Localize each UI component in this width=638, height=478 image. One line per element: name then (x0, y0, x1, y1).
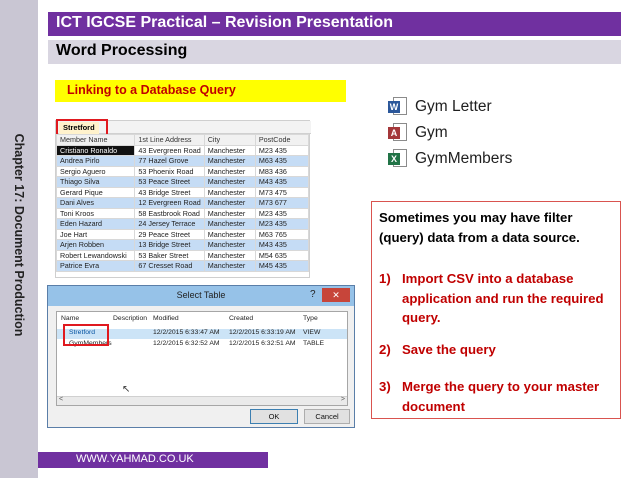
table-cell[interactable]: M73 677 (255, 198, 308, 209)
footer-bar (38, 452, 268, 468)
table-cell[interactable]: Manchester (204, 208, 255, 219)
table-row[interactable] (57, 187, 309, 198)
table-cell[interactable]: M43 435 (255, 240, 308, 251)
table-cell[interactable]: M23 435 (255, 145, 308, 156)
list-col-modified[interactable]: Modified (153, 315, 179, 322)
list-col-created[interactable]: Created (229, 315, 254, 322)
table-cell[interactable]: Thiago Silva (57, 177, 135, 188)
excel-csv-icon: X (388, 149, 408, 169)
table-cell[interactable]: Toni Kroos (57, 208, 135, 219)
table-cell[interactable]: Joe Hart (57, 229, 135, 240)
table-row[interactable] (57, 145, 309, 156)
table-cell[interactable]: M54 635 (255, 250, 308, 261)
list-col-description[interactable]: Description (113, 315, 147, 322)
section-heading: Linking to a Database Query (67, 83, 236, 97)
table-cell[interactable]: 24 Jersey Terrace (135, 219, 204, 230)
table-row[interactable] (57, 156, 309, 167)
table-cell[interactable]: 43 Evergreen Road (135, 145, 204, 156)
table-cell[interactable]: Manchester (204, 240, 255, 251)
file-label: GymMembers (415, 150, 513, 167)
table-cell[interactable]: 12 Evergreen Road (135, 198, 204, 209)
file-item-gymmembers[interactable] (388, 146, 512, 172)
list-col-type[interactable]: Type (303, 315, 318, 322)
section-heading-box (55, 80, 346, 102)
table-row[interactable] (57, 177, 309, 188)
item-created: 12/2/2015 6:33:19 AM (229, 329, 296, 336)
list-col-name[interactable]: Name (61, 315, 80, 322)
step-number: 1) (379, 271, 391, 286)
file-label: Gym Letter (415, 98, 492, 115)
step-item (379, 269, 619, 327)
chapter-label: Chapter 17: Document Production (12, 133, 26, 337)
table-cell[interactable]: Manchester (204, 219, 255, 230)
table-row[interactable] (57, 208, 309, 219)
table-row[interactable] (57, 198, 309, 209)
table-cell[interactable]: Arjen Robben (57, 240, 135, 251)
col-header[interactable]: 1st Line Address (135, 135, 204, 146)
item-name: Stretford (69, 329, 96, 336)
table-cell[interactable]: Manchester (204, 177, 255, 188)
table-cell[interactable]: 43 Bridge Street (135, 187, 204, 198)
table-cell[interactable]: Dani Alves (57, 198, 135, 209)
access-db-icon: A (388, 123, 408, 143)
selection-highlight-box (63, 324, 109, 346)
table-cell[interactable]: Manchester (204, 229, 255, 240)
subtitle-bar (48, 40, 621, 64)
item-type: VIEW (303, 329, 321, 336)
table-cell[interactable]: M63 435 (255, 156, 308, 167)
step-text: Save the query (402, 342, 496, 357)
file-list (388, 94, 512, 172)
table-cell[interactable]: M45 435 (255, 261, 308, 272)
table-cell[interactable]: 58 Eastbrook Road (135, 208, 204, 219)
table-cell[interactable]: 77 Hazel Grove (135, 156, 204, 167)
table-cell[interactable]: Cristiano Ronaldo (57, 145, 135, 156)
item-modified: 12/2/2015 6:33:47 AM (153, 329, 220, 336)
file-label: Gym (415, 124, 448, 141)
table-cell[interactable]: M73 475 (255, 187, 308, 198)
word-doc-icon: W (388, 97, 408, 117)
scroll-left-icon[interactable]: < (59, 396, 64, 403)
item-created: 12/2/2015 6:32:51 AM (229, 340, 296, 347)
step-text: Import CSV into a database application and run the required query. (402, 271, 604, 325)
slide-subtitle: Word Processing (56, 42, 188, 59)
header-row (57, 135, 309, 146)
step-text: Merge the query to your master document (402, 379, 600, 414)
callout-intro: Sometimes you may have filter (query) data from a data source. (379, 210, 580, 245)
dialog-title: Select Table (176, 290, 226, 300)
table-cell[interactable]: Manchester (204, 187, 255, 198)
table-cell[interactable]: 67 Cresset Road (135, 261, 204, 272)
table-cell[interactable]: Manchester (204, 198, 255, 209)
table-cell[interactable]: M23 435 (255, 219, 308, 230)
title-bar (48, 12, 621, 36)
horizontal-scrollbar[interactable] (57, 396, 347, 405)
step-number: 2) (379, 342, 391, 357)
col-header[interactable]: City (204, 135, 255, 146)
item-type: TABLE (303, 340, 325, 347)
item-modified: 12/2/2015 6:32:52 AM (153, 340, 220, 347)
table-list (56, 311, 348, 406)
col-header[interactable]: PostCode (255, 135, 308, 146)
table-cell[interactable]: Manchester (204, 261, 255, 272)
table-row[interactable] (57, 229, 309, 240)
mouse-cursor-icon: ↖ (122, 384, 131, 395)
table-cell[interactable]: Manchester (204, 166, 255, 177)
item-name: GymMembers (69, 340, 112, 347)
table-cell[interactable]: M43 435 (255, 177, 308, 188)
table-cell[interactable]: M83 436 (255, 166, 308, 177)
table-cell[interactable]: 29 Peace Street (135, 229, 204, 240)
query-result-table (55, 120, 310, 278)
table-cell[interactable]: 53 Peace Street (135, 177, 204, 188)
table-cell[interactable]: Robert Lewandowski (57, 250, 135, 261)
table-row[interactable] (57, 219, 309, 230)
table-cell[interactable]: Sergio Aguero (57, 166, 135, 177)
table-cell[interactable]: Andrea Pirlo (57, 156, 135, 167)
table-row[interactable] (57, 240, 309, 251)
scroll-right-icon[interactable]: > (340, 396, 345, 403)
table-cell[interactable]: Manchester (204, 145, 255, 156)
help-icon[interactable]: ? (310, 289, 316, 300)
col-header[interactable]: Member Name (57, 135, 135, 146)
step-number: 3) (379, 379, 391, 394)
table-row[interactable] (57, 261, 309, 272)
table-cell[interactable]: Manchester (204, 250, 255, 261)
instructions-callout (371, 201, 621, 419)
dialog-title-bar (48, 286, 354, 306)
file-item-gym[interactable] (388, 120, 512, 146)
table-cell[interactable]: M23 435 (255, 208, 308, 219)
tab-stretford[interactable]: Stretford (59, 122, 99, 134)
datasheet-grid (56, 134, 309, 272)
ok-button[interactable]: OK (250, 409, 298, 424)
select-table-dialog (47, 285, 355, 428)
close-icon[interactable]: ✕ (322, 288, 350, 302)
slide-title: ICT IGCSE Practical – Revision Presentation (56, 14, 393, 31)
table-cell[interactable]: 53 Baker Street (135, 250, 204, 261)
table-row[interactable] (57, 250, 309, 261)
table-cell[interactable]: Manchester (204, 156, 255, 167)
table-cell[interactable]: Eden Hazard (57, 219, 135, 230)
cancel-button[interactable]: Cancel (304, 409, 350, 424)
table-cell[interactable]: M63 765 (255, 229, 308, 240)
footer-url[interactable]: WWW.YAHMAD.CO.UK (76, 453, 194, 465)
file-item-gym-letter[interactable] (388, 94, 512, 120)
table-row[interactable] (57, 166, 309, 177)
table-cell[interactable]: Patrice Evra (57, 261, 135, 272)
table-cell[interactable]: 53 Phoenix Road (135, 166, 204, 177)
table-cell[interactable]: Gerard Pique (57, 187, 135, 198)
table-cell[interactable]: 13 Bridge Street (135, 240, 204, 251)
